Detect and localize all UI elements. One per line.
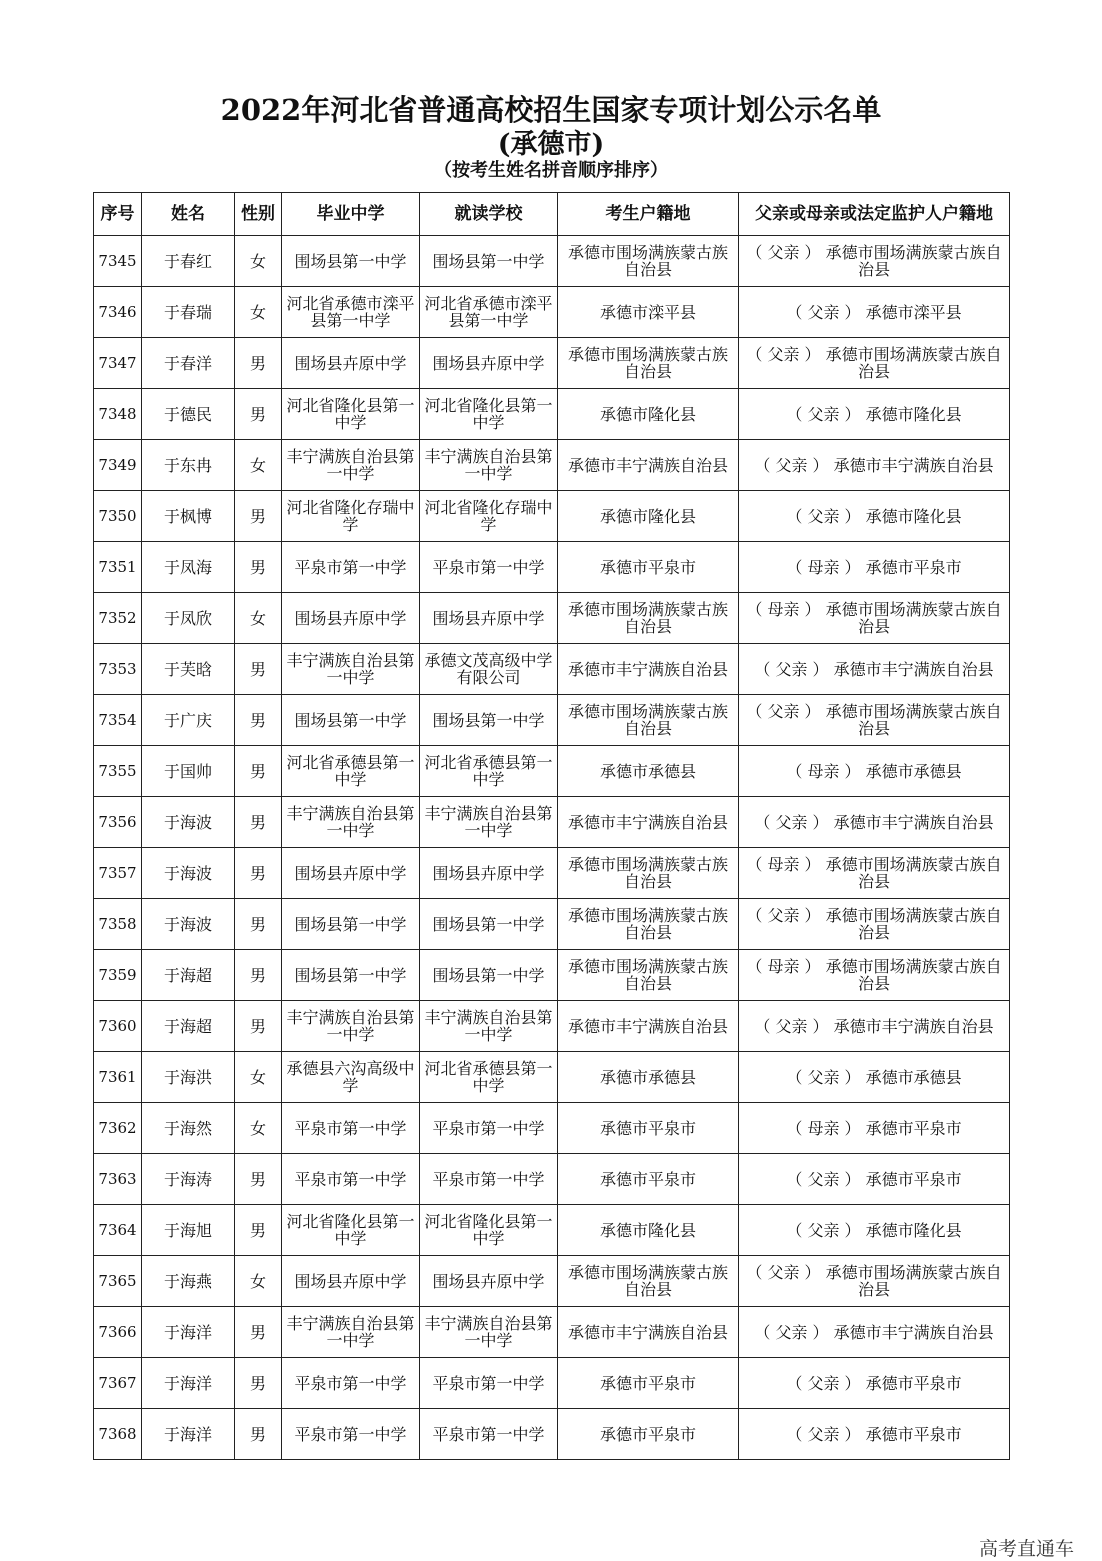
sort-note: （按考生姓名拼音顺序排序） xyxy=(434,160,668,181)
row-guardian-residence: （ 父亲 ） 承德市丰宁满族自治县 xyxy=(739,1307,1010,1358)
table-row xyxy=(94,950,1010,1001)
row-seq: 7353 xyxy=(94,644,142,695)
row-seq: 7367 xyxy=(94,1358,142,1409)
row-graduated-school: 丰宁满族自治县第一中学 xyxy=(282,644,420,695)
row-name: 于海然 xyxy=(142,1103,235,1154)
row-guardian-residence: （ 父亲 ） 承德市隆化县 xyxy=(739,1205,1010,1256)
header-student-residence: 考生户籍地 xyxy=(558,193,739,236)
row-current-school: 围场县第一中学 xyxy=(420,236,558,287)
row-seq: 7363 xyxy=(94,1154,142,1205)
row-gender: 男 xyxy=(235,1409,282,1460)
row-gender: 女 xyxy=(235,440,282,491)
row-graduated-school: 河北省隆化存瑞中学 xyxy=(282,491,420,542)
row-graduated-school: 围场县第一中学 xyxy=(282,899,420,950)
row-seq: 7352 xyxy=(94,593,142,644)
row-student-residence: 承德市丰宁满族自治县 xyxy=(558,1307,739,1358)
row-student-residence: 承德市围场满族蒙古族自治县 xyxy=(558,848,739,899)
row-gender: 女 xyxy=(235,1052,282,1103)
row-student-residence: 承德市平泉市 xyxy=(558,1409,739,1460)
row-name: 于枫博 xyxy=(142,491,235,542)
header-name: 姓名 xyxy=(142,193,235,236)
row-student-residence: 承德市平泉市 xyxy=(558,542,739,593)
row-graduated-school: 平泉市第一中学 xyxy=(282,1103,420,1154)
row-gender: 男 xyxy=(235,1358,282,1409)
row-graduated-school: 平泉市第一中学 xyxy=(282,542,420,593)
row-gender: 男 xyxy=(235,746,282,797)
row-graduated-school: 承德县六沟高级中学 xyxy=(282,1052,420,1103)
table-body xyxy=(94,236,1010,1460)
row-gender: 男 xyxy=(235,899,282,950)
row-name: 于海燕 xyxy=(142,1256,235,1307)
row-current-school: 围场县卉原中学 xyxy=(420,593,558,644)
row-current-school: 围场县第一中学 xyxy=(420,950,558,1001)
row-student-residence: 承德市滦平县 xyxy=(558,287,739,338)
row-student-residence: 承德市丰宁满族自治县 xyxy=(558,440,739,491)
row-guardian-residence: （ 父亲 ） 承德市承德县 xyxy=(739,1052,1010,1103)
row-student-residence: 承德市围场满族蒙古族自治县 xyxy=(558,236,739,287)
table-row xyxy=(94,542,1010,593)
row-seq: 7354 xyxy=(94,695,142,746)
row-name: 于海洋 xyxy=(142,1409,235,1460)
row-guardian-residence: （ 母亲 ） 承德市平泉市 xyxy=(739,1103,1010,1154)
row-current-school: 丰宁满族自治县第一中学 xyxy=(420,1001,558,1052)
row-gender: 女 xyxy=(235,1256,282,1307)
row-gender: 男 xyxy=(235,1205,282,1256)
row-graduated-school: 丰宁满族自治县第一中学 xyxy=(282,797,420,848)
row-gender: 男 xyxy=(235,644,282,695)
table-header-row xyxy=(94,193,1010,236)
row-gender: 男 xyxy=(235,1154,282,1205)
table-row xyxy=(94,1103,1010,1154)
table-row xyxy=(94,1307,1010,1358)
row-student-residence: 承德市承德县 xyxy=(558,1052,739,1103)
row-current-school: 河北省隆化存瑞中学 xyxy=(420,491,558,542)
row-guardian-residence: （ 父亲 ） 承德市隆化县 xyxy=(739,491,1010,542)
row-graduated-school: 围场县卉原中学 xyxy=(282,848,420,899)
row-student-residence: 承德市平泉市 xyxy=(558,1358,739,1409)
row-gender: 男 xyxy=(235,1307,282,1358)
row-name: 于海波 xyxy=(142,848,235,899)
row-current-school: 围场县第一中学 xyxy=(420,695,558,746)
table-row xyxy=(94,236,1010,287)
row-graduated-school: 围场县卉原中学 xyxy=(282,593,420,644)
row-current-school: 平泉市第一中学 xyxy=(420,1154,558,1205)
row-name: 于广庆 xyxy=(142,695,235,746)
row-seq: 7349 xyxy=(94,440,142,491)
header-gender: 性别 xyxy=(235,193,282,236)
row-guardian-residence: （ 父亲 ） 承德市围场满族蒙古族自治县 xyxy=(739,338,1010,389)
row-seq: 7364 xyxy=(94,1205,142,1256)
row-guardian-residence: （ 父亲 ） 承德市围场满族蒙古族自治县 xyxy=(739,1256,1010,1307)
row-graduated-school: 丰宁满族自治县第一中学 xyxy=(282,440,420,491)
row-current-school: 河北省隆化县第一中学 xyxy=(420,1205,558,1256)
row-seq: 7366 xyxy=(94,1307,142,1358)
row-student-residence: 承德市隆化县 xyxy=(558,389,739,440)
row-gender: 男 xyxy=(235,950,282,1001)
row-guardian-residence: （ 父亲 ） 承德市平泉市 xyxy=(739,1154,1010,1205)
row-student-residence: 承德市围场满族蒙古族自治县 xyxy=(558,950,739,1001)
row-graduated-school: 围场县第一中学 xyxy=(282,236,420,287)
row-current-school: 围场县第一中学 xyxy=(420,899,558,950)
row-current-school: 平泉市第一中学 xyxy=(420,1358,558,1409)
row-gender: 男 xyxy=(235,338,282,389)
row-gender: 男 xyxy=(235,1001,282,1052)
row-name: 于海洋 xyxy=(142,1307,235,1358)
row-seq: 7345 xyxy=(94,236,142,287)
table-row xyxy=(94,695,1010,746)
table-row xyxy=(94,899,1010,950)
table-row xyxy=(94,389,1010,440)
row-name: 于德民 xyxy=(142,389,235,440)
row-seq: 7346 xyxy=(94,287,142,338)
table-row xyxy=(94,644,1010,695)
table-row xyxy=(94,1001,1010,1052)
row-graduated-school: 河北省承德市滦平县第一中学 xyxy=(282,287,420,338)
row-current-school: 河北省隆化县第一中学 xyxy=(420,389,558,440)
watermark: 高考直通车 xyxy=(978,1538,1074,1560)
row-graduated-school: 围场县第一中学 xyxy=(282,695,420,746)
table-row xyxy=(94,287,1010,338)
row-name: 于凤欣 xyxy=(142,593,235,644)
row-name: 于海涛 xyxy=(142,1154,235,1205)
row-seq: 7356 xyxy=(94,797,142,848)
row-gender: 男 xyxy=(235,491,282,542)
row-graduated-school: 河北省承德县第一中学 xyxy=(282,746,420,797)
row-name: 于东冉 xyxy=(142,440,235,491)
row-student-residence: 承德市围场满族蒙古族自治县 xyxy=(558,899,739,950)
row-student-residence: 承德市承德县 xyxy=(558,746,739,797)
row-name: 于凤海 xyxy=(142,542,235,593)
row-graduated-school: 围场县卉原中学 xyxy=(282,338,420,389)
row-current-school: 平泉市第一中学 xyxy=(420,542,558,593)
table-row xyxy=(94,491,1010,542)
row-name: 于春洋 xyxy=(142,338,235,389)
row-gender: 男 xyxy=(235,797,282,848)
row-student-residence: 承德市围场满族蒙古族自治县 xyxy=(558,338,739,389)
table-row xyxy=(94,338,1010,389)
row-seq: 7350 xyxy=(94,491,142,542)
row-current-school: 丰宁满族自治县第一中学 xyxy=(420,797,558,848)
document-subtitle: (承德市) xyxy=(497,129,605,160)
row-guardian-residence: （ 父亲 ） 承德市围场满族蒙古族自治县 xyxy=(739,236,1010,287)
header-current-school: 就读学校 xyxy=(420,193,558,236)
row-current-school: 围场县卉原中学 xyxy=(420,848,558,899)
table-row xyxy=(94,797,1010,848)
row-graduated-school: 丰宁满族自治县第一中学 xyxy=(282,1001,420,1052)
row-gender: 女 xyxy=(235,287,282,338)
row-seq: 7365 xyxy=(94,1256,142,1307)
row-seq: 7362 xyxy=(94,1103,142,1154)
header-graduated-school: 毕业中学 xyxy=(282,193,420,236)
row-current-school: 平泉市第一中学 xyxy=(420,1103,558,1154)
row-guardian-residence: （ 母亲 ） 承德市承德县 xyxy=(739,746,1010,797)
row-current-school: 丰宁满族自治县第一中学 xyxy=(420,440,558,491)
row-seq: 7358 xyxy=(94,899,142,950)
row-gender: 男 xyxy=(235,695,282,746)
row-graduated-school: 平泉市第一中学 xyxy=(282,1358,420,1409)
row-guardian-residence: （ 父亲 ） 承德市丰宁满族自治县 xyxy=(739,797,1010,848)
row-graduated-school: 河北省隆化县第一中学 xyxy=(282,389,420,440)
row-graduated-school: 平泉市第一中学 xyxy=(282,1409,420,1460)
table-row xyxy=(94,440,1010,491)
table-row xyxy=(94,1409,1010,1460)
row-current-school: 河北省承德县第一中学 xyxy=(420,1052,558,1103)
row-seq: 7359 xyxy=(94,950,142,1001)
row-student-residence: 承德市丰宁满族自治县 xyxy=(558,1001,739,1052)
row-guardian-residence: （ 父亲 ） 承德市丰宁满族自治县 xyxy=(739,440,1010,491)
table-row xyxy=(94,1154,1010,1205)
row-name: 于海波 xyxy=(142,899,235,950)
row-gender: 男 xyxy=(235,848,282,899)
row-student-residence: 承德市隆化县 xyxy=(558,1205,739,1256)
header-seq: 序号 xyxy=(94,193,142,236)
row-current-school: 河北省承德市滦平县第一中学 xyxy=(420,287,558,338)
row-student-residence: 承德市平泉市 xyxy=(558,1103,739,1154)
row-guardian-residence: （ 母亲 ） 承德市平泉市 xyxy=(739,542,1010,593)
admission-list-table xyxy=(93,192,1010,1460)
row-guardian-residence: （ 母亲 ） 承德市围场满族蒙古族自治县 xyxy=(739,593,1010,644)
row-guardian-residence: （ 父亲 ） 承德市隆化县 xyxy=(739,389,1010,440)
row-name: 于国帅 xyxy=(142,746,235,797)
row-graduated-school: 平泉市第一中学 xyxy=(282,1154,420,1205)
row-student-residence: 承德市隆化县 xyxy=(558,491,739,542)
header-guardian-residence: 父亲或母亲或法定监护人户籍地 xyxy=(739,193,1010,236)
row-name: 于海旭 xyxy=(142,1205,235,1256)
document-title: 2022年河北省普通高校招生国家专项计划公示名单 xyxy=(220,93,882,127)
row-name: 于海超 xyxy=(142,950,235,1001)
row-student-residence: 承德市围场满族蒙古族自治县 xyxy=(558,695,739,746)
row-graduated-school: 围场县卉原中学 xyxy=(282,1256,420,1307)
row-current-school: 承德文茂高级中学有限公司 xyxy=(420,644,558,695)
row-seq: 7348 xyxy=(94,389,142,440)
row-student-residence: 承德市平泉市 xyxy=(558,1154,739,1205)
row-name: 于春瑞 xyxy=(142,287,235,338)
row-name: 于海超 xyxy=(142,1001,235,1052)
row-guardian-residence: （ 父亲 ） 承德市丰宁满族自治县 xyxy=(739,644,1010,695)
row-current-school: 平泉市第一中学 xyxy=(420,1409,558,1460)
row-student-residence: 承德市丰宁满族自治县 xyxy=(558,644,739,695)
row-seq: 7355 xyxy=(94,746,142,797)
table-row xyxy=(94,848,1010,899)
row-gender: 女 xyxy=(235,1103,282,1154)
row-guardian-residence: （ 母亲 ） 承德市围场满族蒙古族自治县 xyxy=(739,848,1010,899)
row-name: 于海洪 xyxy=(142,1052,235,1103)
table-row xyxy=(94,593,1010,644)
row-gender: 女 xyxy=(235,593,282,644)
row-guardian-residence: （ 父亲 ） 承德市围场满族蒙古族自治县 xyxy=(739,695,1010,746)
row-seq: 7361 xyxy=(94,1052,142,1103)
table-row xyxy=(94,1358,1010,1409)
row-gender: 男 xyxy=(235,389,282,440)
row-graduated-school: 围场县第一中学 xyxy=(282,950,420,1001)
row-gender: 女 xyxy=(235,236,282,287)
row-seq: 7351 xyxy=(94,542,142,593)
row-guardian-residence: （ 父亲 ） 承德市平泉市 xyxy=(739,1409,1010,1460)
table-row xyxy=(94,746,1010,797)
row-name: 于海洋 xyxy=(142,1358,235,1409)
row-current-school: 河北省承德县第一中学 xyxy=(420,746,558,797)
row-name: 于春红 xyxy=(142,236,235,287)
row-graduated-school: 河北省隆化县第一中学 xyxy=(282,1205,420,1256)
row-guardian-residence: （ 父亲 ） 承德市平泉市 xyxy=(739,1358,1010,1409)
row-seq: 7360 xyxy=(94,1001,142,1052)
row-name: 于海波 xyxy=(142,797,235,848)
row-gender: 男 xyxy=(235,542,282,593)
row-guardian-residence: （ 父亲 ） 承德市丰宁满族自治县 xyxy=(739,1001,1010,1052)
row-student-residence: 承德市围场满族蒙古族自治县 xyxy=(558,1256,739,1307)
row-seq: 7368 xyxy=(94,1409,142,1460)
table-row xyxy=(94,1052,1010,1103)
row-current-school: 围场县卉原中学 xyxy=(420,1256,558,1307)
table-row xyxy=(94,1256,1010,1307)
row-guardian-residence: （ 父亲 ） 承德市围场满族蒙古族自治县 xyxy=(739,899,1010,950)
row-guardian-residence: （ 母亲 ） 承德市围场满族蒙古族自治县 xyxy=(739,950,1010,1001)
row-seq: 7357 xyxy=(94,848,142,899)
row-graduated-school: 丰宁满族自治县第一中学 xyxy=(282,1307,420,1358)
table-row xyxy=(94,1205,1010,1256)
row-name: 于芙晗 xyxy=(142,644,235,695)
row-seq: 7347 xyxy=(94,338,142,389)
row-guardian-residence: （ 父亲 ） 承德市滦平县 xyxy=(739,287,1010,338)
row-current-school: 围场县卉原中学 xyxy=(420,338,558,389)
row-current-school: 丰宁满族自治县第一中学 xyxy=(420,1307,558,1358)
row-student-residence: 承德市丰宁满族自治县 xyxy=(558,797,739,848)
row-student-residence: 承德市围场满族蒙古族自治县 xyxy=(558,593,739,644)
